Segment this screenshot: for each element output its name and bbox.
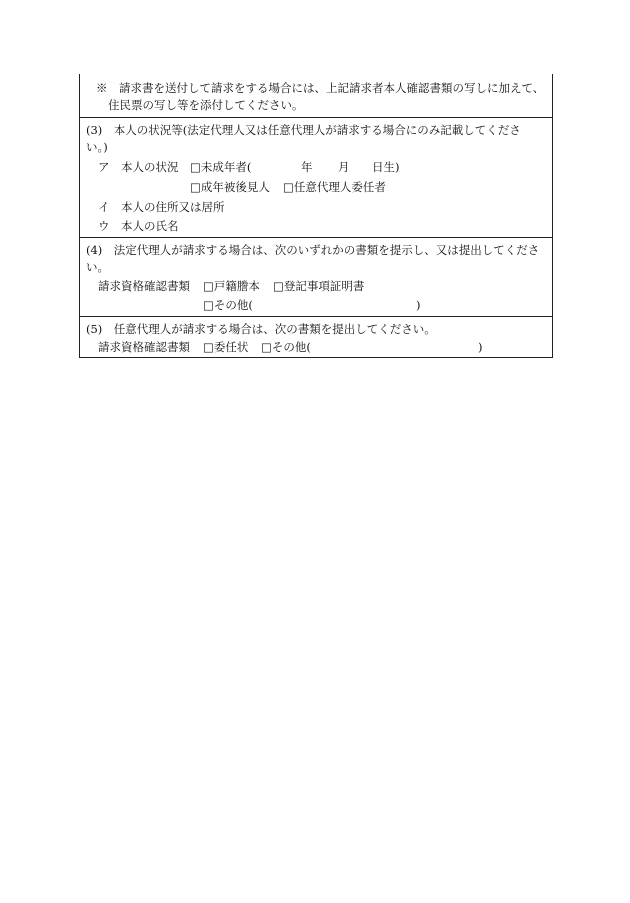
- minor-checkbox[interactable]: □未成年者(: [190, 160, 252, 174]
- section-3-person-status: [80, 117, 552, 237]
- birth-day-label: 日生): [372, 160, 400, 174]
- note-section: [80, 74, 552, 117]
- section-4-other-checkbox[interactable]: □その他(: [203, 298, 253, 312]
- note-line-1: ※ 請求書を送付して請求をする場合には、上記請求者本人確認書類の写しに加えて、: [96, 81, 545, 95]
- section-4-heading-cont: い。: [86, 260, 109, 274]
- section-3-heading-cont: い。): [86, 140, 108, 154]
- section-5-heading: (5) 任意代理人が請求する場合は、次の書類を提出してください。: [86, 322, 436, 336]
- section-5-voluntary-representative: [80, 316, 552, 357]
- power-of-attorney-checkbox[interactable]: □委任状: [203, 340, 249, 354]
- section-5-other-checkbox[interactable]: □その他(: [261, 340, 311, 354]
- section-4-legal-representative: [80, 237, 552, 316]
- name-label: ウ 本人の氏名: [98, 219, 179, 233]
- section-4-other-close: ): [416, 298, 421, 312]
- section-5-docs-label: 請求資格確認書類: [98, 340, 190, 354]
- birth-month-label: 月: [338, 160, 350, 174]
- note-line-2: 住民票の写し等を添付してください。: [108, 98, 304, 112]
- family-register-checkbox[interactable]: □戸籍謄本: [203, 279, 260, 293]
- status-label: ア 本人の状況: [98, 160, 179, 174]
- section-4-heading: (4) 法定代理人が請求する場合は、次のいずれかの書類を提示し、又は提出してくださ: [86, 243, 540, 257]
- request-form-table: [79, 74, 553, 358]
- adult-ward-checkbox[interactable]: □成年被後見人: [190, 180, 270, 194]
- birth-year-label: 年: [301, 160, 313, 174]
- section-3-heading: (3) 本人の状況等(法定代理人又は任意代理人が請求する場合にのみ記載してくださ: [86, 123, 521, 137]
- delegator-checkbox[interactable]: □任意代理人委任者: [283, 180, 386, 194]
- address-label: イ 本人の住所又は居所: [98, 200, 225, 214]
- registry-certificate-checkbox[interactable]: □登記事項証明書: [273, 279, 365, 293]
- section-4-docs-label: 請求資格確認書類: [98, 279, 190, 293]
- section-5-other-close: ): [478, 340, 483, 354]
